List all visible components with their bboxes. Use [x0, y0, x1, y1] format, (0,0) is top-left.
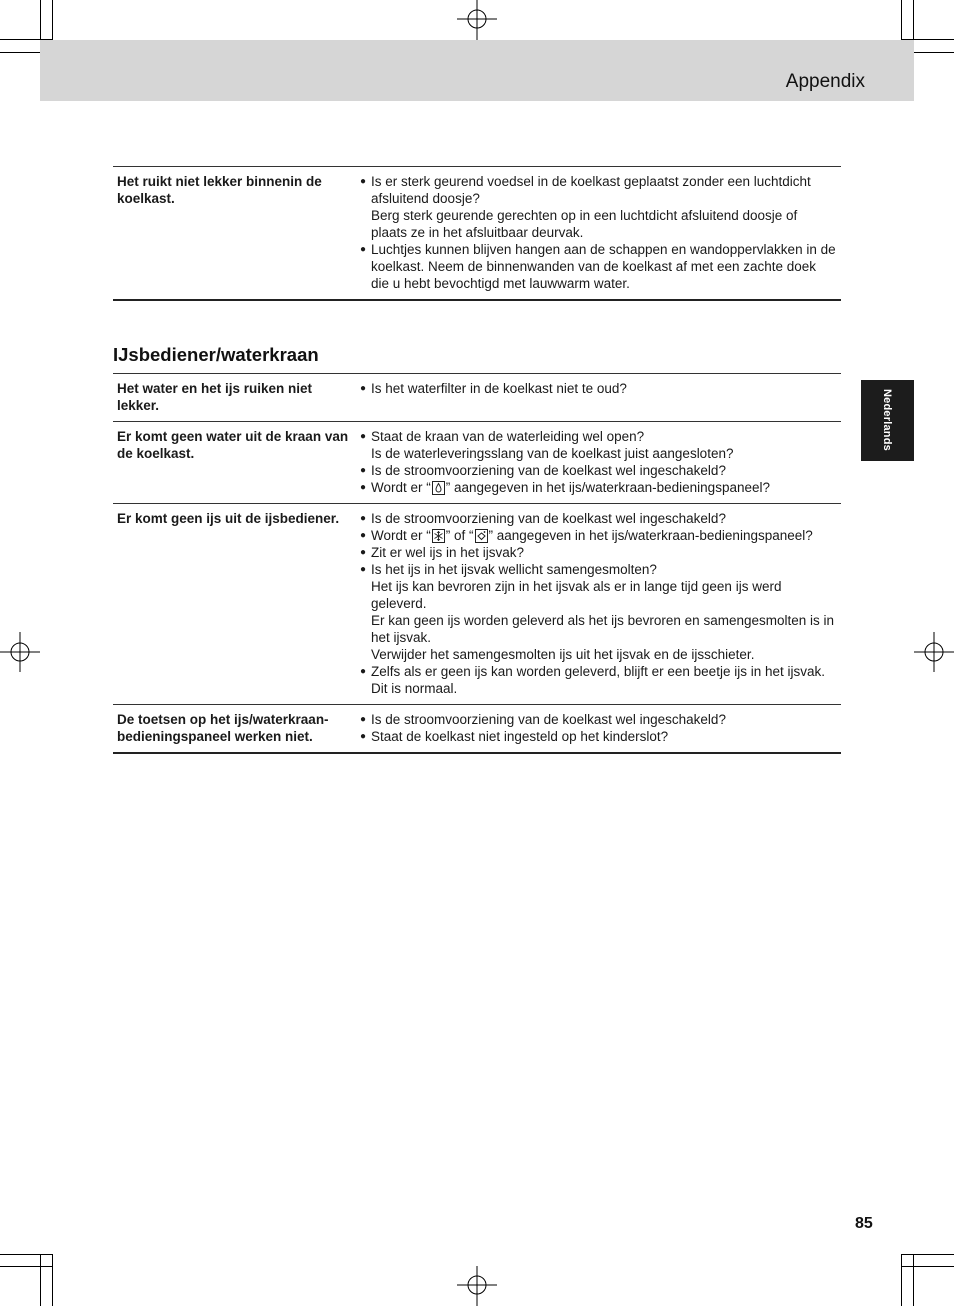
registration-mark-icon: [457, 1266, 497, 1306]
crop-mark: [913, 1254, 914, 1306]
cause-text: ● Staat de kraan van de waterleiding wel open?: [371, 429, 645, 444]
table-row: [113, 504, 841, 705]
crop-mark: [902, 1266, 954, 1267]
cause-text: Is de waterleveringsslang van de koelkast juist aangesloten?: [371, 446, 734, 461]
cause-text: ” of “: [445, 528, 474, 543]
cause-item: [361, 728, 837, 745]
registration-mark-icon: [0, 632, 40, 672]
table-row: [113, 167, 841, 301]
cause-text: ● Is de stroomvoorziening van de koelkast wel ingeschakeld?: [371, 511, 726, 526]
cause-item: [361, 428, 837, 462]
page-title: Appendix: [785, 71, 865, 92]
causes-cell: [357, 374, 841, 422]
table-row: [113, 374, 841, 422]
causes-cell: [357, 422, 841, 504]
cause-item: [361, 663, 837, 697]
header-band: [40, 40, 914, 101]
cause-item: [361, 561, 837, 663]
cause-text: ” aangegeven in het ijs/waterkraan-bedieningspaneel?: [488, 528, 813, 543]
causes-cell: [357, 504, 841, 705]
ice-crystal-icon: [432, 529, 445, 543]
cause-text: ● Luchtjes kunnen blijven hangen aan de schappen en wandoppervlakken in de koelkast. Neem de binnenwanden van de koelkast af met een zachte doek die u hebt bevochtigd met lauwwarm water.: [371, 242, 836, 291]
cause-text: ● Staat de koelkast niet ingesteld op het kinderslot?: [371, 729, 669, 744]
troubleshooting-table-dispenser: [113, 373, 841, 754]
problem-cell: Er komt geen water uit de kraan van de koelkast.: [117, 429, 349, 461]
language-tab: [861, 380, 914, 461]
cause-item: [361, 510, 837, 527]
cause-item: [361, 241, 837, 292]
cause-text: Verwijder het samengesmolten ijs uit het ijsvak en de ijsschieter.: [371, 647, 755, 662]
cause-item: [361, 479, 837, 496]
table-row: [113, 422, 841, 504]
crop-mark: [901, 1254, 902, 1306]
problem-cell: Het water en het ijs ruiken niet lekker.: [117, 381, 313, 413]
cause-item: [361, 462, 837, 479]
cause-text: ● Is de stroomvoorziening van de koelkast wel ingeschakeld?: [371, 712, 726, 727]
cause-item: [361, 711, 837, 728]
cause-text: ● Zelfs als er geen ijs kan worden geleverd, blijft er een beetje ijs in het ijsvak. Dit is normaal.: [371, 664, 825, 696]
causes-cell: [357, 167, 841, 301]
ice-cube-icon: [475, 529, 488, 543]
cause-text: ● Is het ijs in het ijsvak wellicht samengesmolten?: [371, 562, 657, 577]
problem-cell: De toetsen op het ijs/waterkraan-bedieningspaneel werken niet.: [117, 712, 329, 744]
cause-text: Het ijs kan bevroren zijn in het ijsvak als er in lange tijd geen ijs werd geleverd.: [371, 579, 782, 611]
registration-mark-icon: [914, 632, 954, 672]
crop-mark: [0, 1266, 52, 1267]
cause-item: [361, 173, 837, 241]
registration-mark-icon: [457, 0, 497, 40]
problem-cell: Het ruikt niet lekker binnenin de koelkast.: [117, 174, 322, 206]
cause-text: Wordt er “: [371, 528, 431, 543]
water-drop-icon: [432, 481, 445, 495]
cause-text: Er kan geen ijs worden geleverd als het ijs bevroren en samengesmolten is in het ijsvak.: [371, 613, 835, 645]
page-number: 85: [855, 1215, 873, 1232]
cause-item: [361, 527, 837, 544]
troubleshooting-table-odor: [113, 166, 841, 301]
cause-text: Wordt er “: [371, 480, 431, 495]
cause-text: Berg sterk geurende gerechten op in een luchtdicht afsluitend doosje of plaats ze in het afsluitbaar deurvak.: [371, 208, 798, 240]
causes-cell: [357, 705, 841, 754]
table-row: [113, 705, 841, 754]
section-heading: IJsbediener/waterkraan: [113, 344, 319, 365]
cause-text: ● Is de stroomvoorziening van de koelkast wel ingeschakeld?: [371, 463, 726, 478]
crop-mark: [40, 1254, 41, 1306]
problem-cell: Er komt geen ijs uit de ijsbediener.: [117, 511, 340, 526]
crop-mark: [902, 1254, 954, 1255]
cause-text: ” aangegeven in het ijs/waterkraan-bedieningspaneel?: [445, 480, 770, 495]
cause-text: ● Is er sterk geurend voedsel in de koelkast geplaatst zonder een luchtdicht afsluitend doosje?: [371, 174, 811, 206]
crop-mark: [52, 1254, 53, 1306]
crop-mark: [0, 1254, 52, 1255]
cause-item: [361, 380, 837, 397]
cause-text: ● Is het waterfilter in de koelkast niet te oud?: [371, 381, 627, 396]
cause-text: ● Zit er wel ijs in het ijsvak?: [371, 545, 525, 560]
language-tab-label: Nederlands: [881, 389, 893, 451]
cause-item: [361, 544, 837, 561]
